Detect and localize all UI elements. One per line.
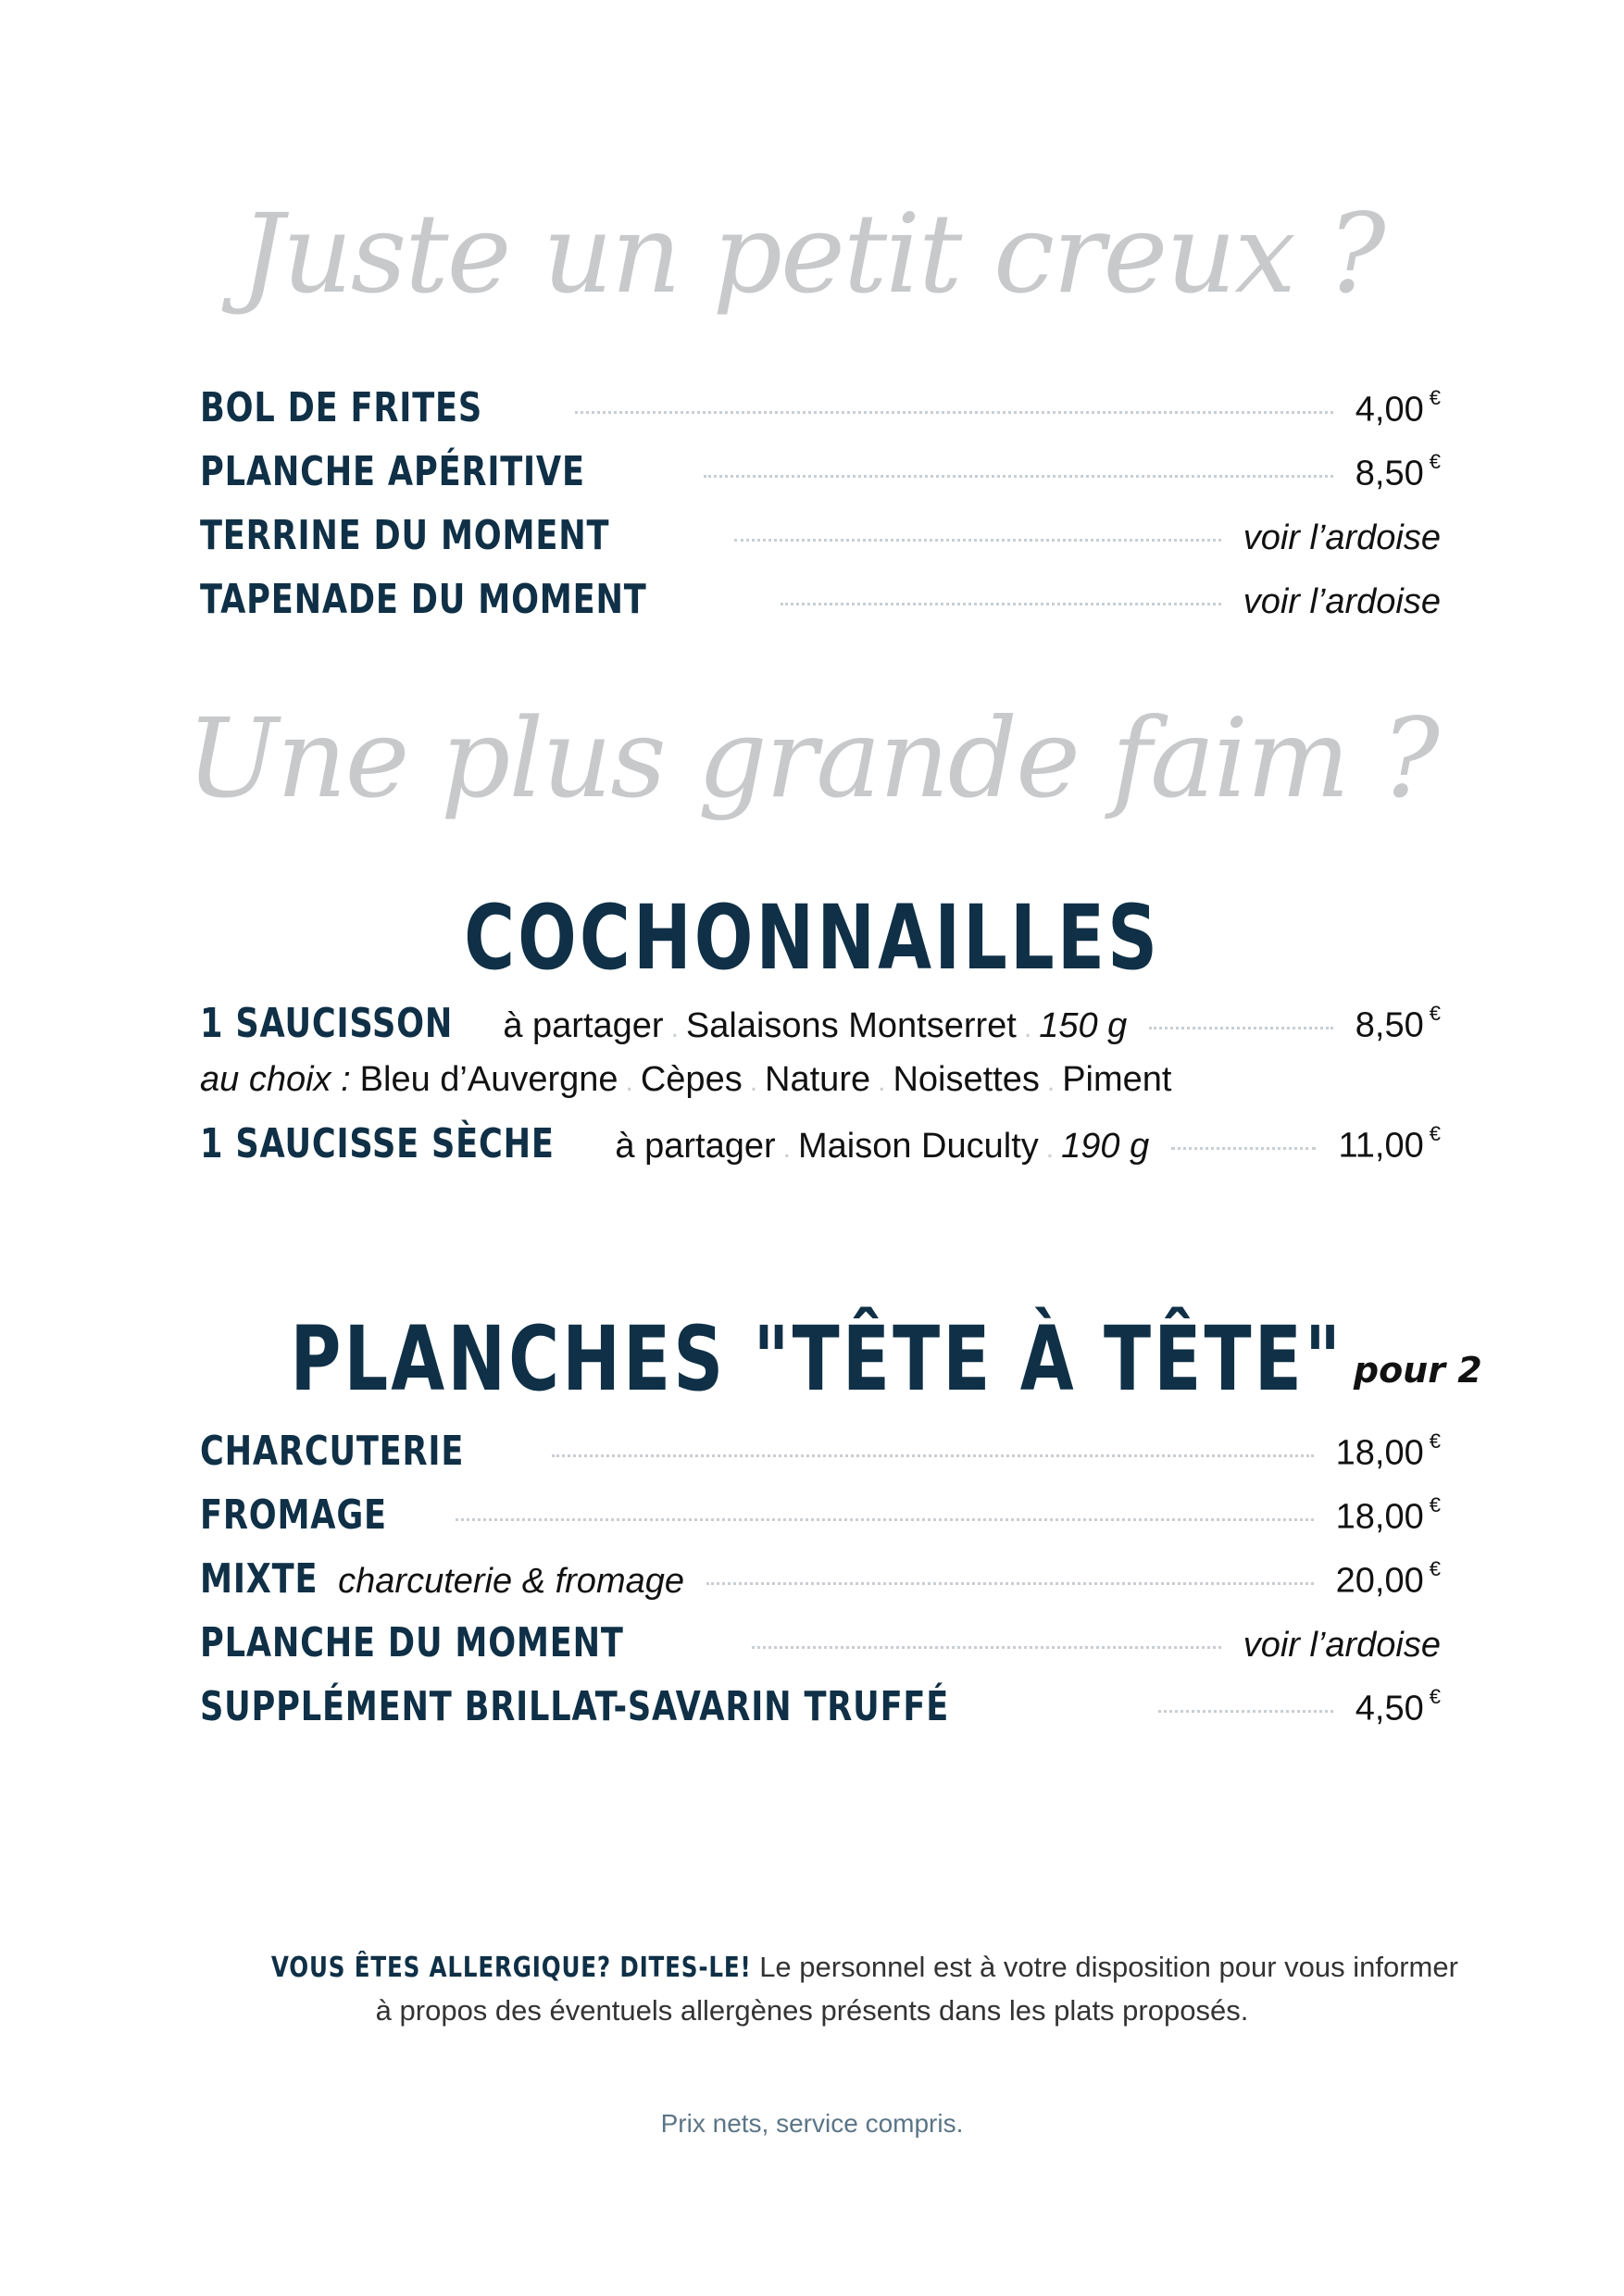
item-price: 20,00 € <box>1335 1557 1441 1601</box>
item-desc: à partager <box>503 1006 664 1045</box>
menu-item-saucisson <box>200 1000 1441 1055</box>
item-price: voir l’ardoise <box>1243 1626 1441 1665</box>
item-price: 4,50 € <box>1355 1685 1441 1728</box>
dot-leader <box>734 539 1221 542</box>
dot-leader <box>1149 1027 1332 1029</box>
section-subtitle-pour-2: pour 2 <box>1353 1350 1482 1391</box>
dot-leader <box>752 1646 1221 1649</box>
dot-leader <box>1171 1147 1316 1150</box>
menu-item-supplement-brillat-savarin <box>200 1683 1441 1739</box>
menu-item-saucisse-seche <box>200 1120 1441 1176</box>
section-title-cochonnailles: COCHONNAILLES <box>463 886 1161 990</box>
separator-dot: . <box>1046 1067 1056 1097</box>
menu-item-planche-aperitive <box>200 448 1441 504</box>
choice-label: au choix : <box>200 1060 351 1099</box>
item-name: MIXTE <box>200 1555 319 1603</box>
item-desc: charcuterie & fromage <box>338 1562 684 1601</box>
item-name: TAPENADE DU MOMENT <box>200 576 647 623</box>
prix-nets-note: Prix nets, service compris. <box>660 2109 964 2138</box>
separator-dot: . <box>878 1067 886 1097</box>
menu-item-fromage <box>200 1491 1441 1547</box>
allergy-text-2: à propos des éventuels allergènes présents dans les plats proposés. <box>375 1994 1249 2027</box>
dot-leader <box>1158 1710 1332 1713</box>
separator-dot: . <box>625 1067 633 1097</box>
choice-option: Noisettes <box>893 1060 1040 1099</box>
choice-option: Piment <box>1062 1060 1172 1099</box>
menu-item-bol-de-frites <box>200 384 1441 440</box>
separator-dot: . <box>670 1013 679 1043</box>
section-heading-grande-faim: Une plus grande faim ? <box>186 694 1438 822</box>
allergy-label: VOUS ÊTES ALLERGIQUE? DITES-LE! <box>270 1952 752 1984</box>
allergy-notice <box>0 1946 1624 2032</box>
item-price: 18,00 € <box>1335 1493 1441 1537</box>
item-name: TERRINE DU MOMENT <box>200 512 610 559</box>
dot-leader <box>575 411 1333 414</box>
dot-leader <box>704 475 1333 478</box>
item-name: PLANCHE DU MOMENT <box>200 1619 624 1666</box>
separator-dot: . <box>749 1067 758 1097</box>
item-name: BOL DE FRITES <box>200 384 483 431</box>
item-price: voir l’ardoise <box>1243 518 1441 557</box>
menu-item-charcuterie <box>200 1428 1441 1483</box>
separator-dot: . <box>782 1133 791 1164</box>
item-name: PLANCHE APÉRITIVE <box>200 448 585 495</box>
item-name: 1 SAUCISSON <box>200 1000 454 1047</box>
menu-item-terrine-du-moment <box>200 512 1441 568</box>
item-name: FROMAGE <box>200 1491 387 1539</box>
choice-option: Cèpes <box>640 1060 743 1099</box>
item-price: voir l’ardoise <box>1243 582 1441 621</box>
menu-item-tapenade-du-moment <box>200 576 1441 631</box>
saucisson-choices <box>200 1060 1441 1116</box>
item-price: 4,00 € <box>1355 386 1441 430</box>
separator-dot: . <box>1023 1013 1032 1043</box>
item-producer: Maison Duculty <box>798 1127 1039 1166</box>
choice-option: Nature <box>765 1060 871 1099</box>
item-price: 8,50 € <box>1355 1002 1441 1045</box>
allergy-text-1: Le personnel est à votre disposition pour vous informer <box>759 1951 1458 1983</box>
choice-option: Bleu d’Auvergne <box>359 1060 618 1099</box>
menu-item-mixte <box>200 1555 1441 1611</box>
dot-leader <box>456 1518 1313 1521</box>
dot-leader <box>781 603 1221 605</box>
item-name: SUPPLÉMENT BRILLAT-SAVARIN TRUFFÉ <box>200 1683 950 1730</box>
item-name: CHARCUTERIE <box>200 1428 465 1475</box>
item-name: 1 SAUCISSE SÈCHE <box>200 1120 555 1167</box>
section-title-planches: PLANCHES "TÊTE À TÊTE" pour 2 <box>290 1307 1482 1411</box>
dot-leader <box>552 1454 1313 1457</box>
item-price: 11,00 € <box>1338 1122 1441 1166</box>
dot-leader <box>706 1582 1314 1585</box>
item-price: 18,00 € <box>1335 1429 1441 1473</box>
menu-item-planche-du-moment <box>200 1619 1441 1675</box>
allergy-line-1 <box>0 1946 1624 1990</box>
separator-dot: . <box>1045 1133 1055 1164</box>
item-price: 8,50 € <box>1355 450 1441 493</box>
item-weight: 150 g <box>1039 1006 1128 1045</box>
item-producer: Salaisons Montserret <box>685 1006 1017 1045</box>
item-weight: 190 g <box>1061 1127 1150 1166</box>
item-desc: à partager <box>615 1127 776 1166</box>
section-heading-petit-creux: Juste un petit creux ? <box>240 190 1384 318</box>
